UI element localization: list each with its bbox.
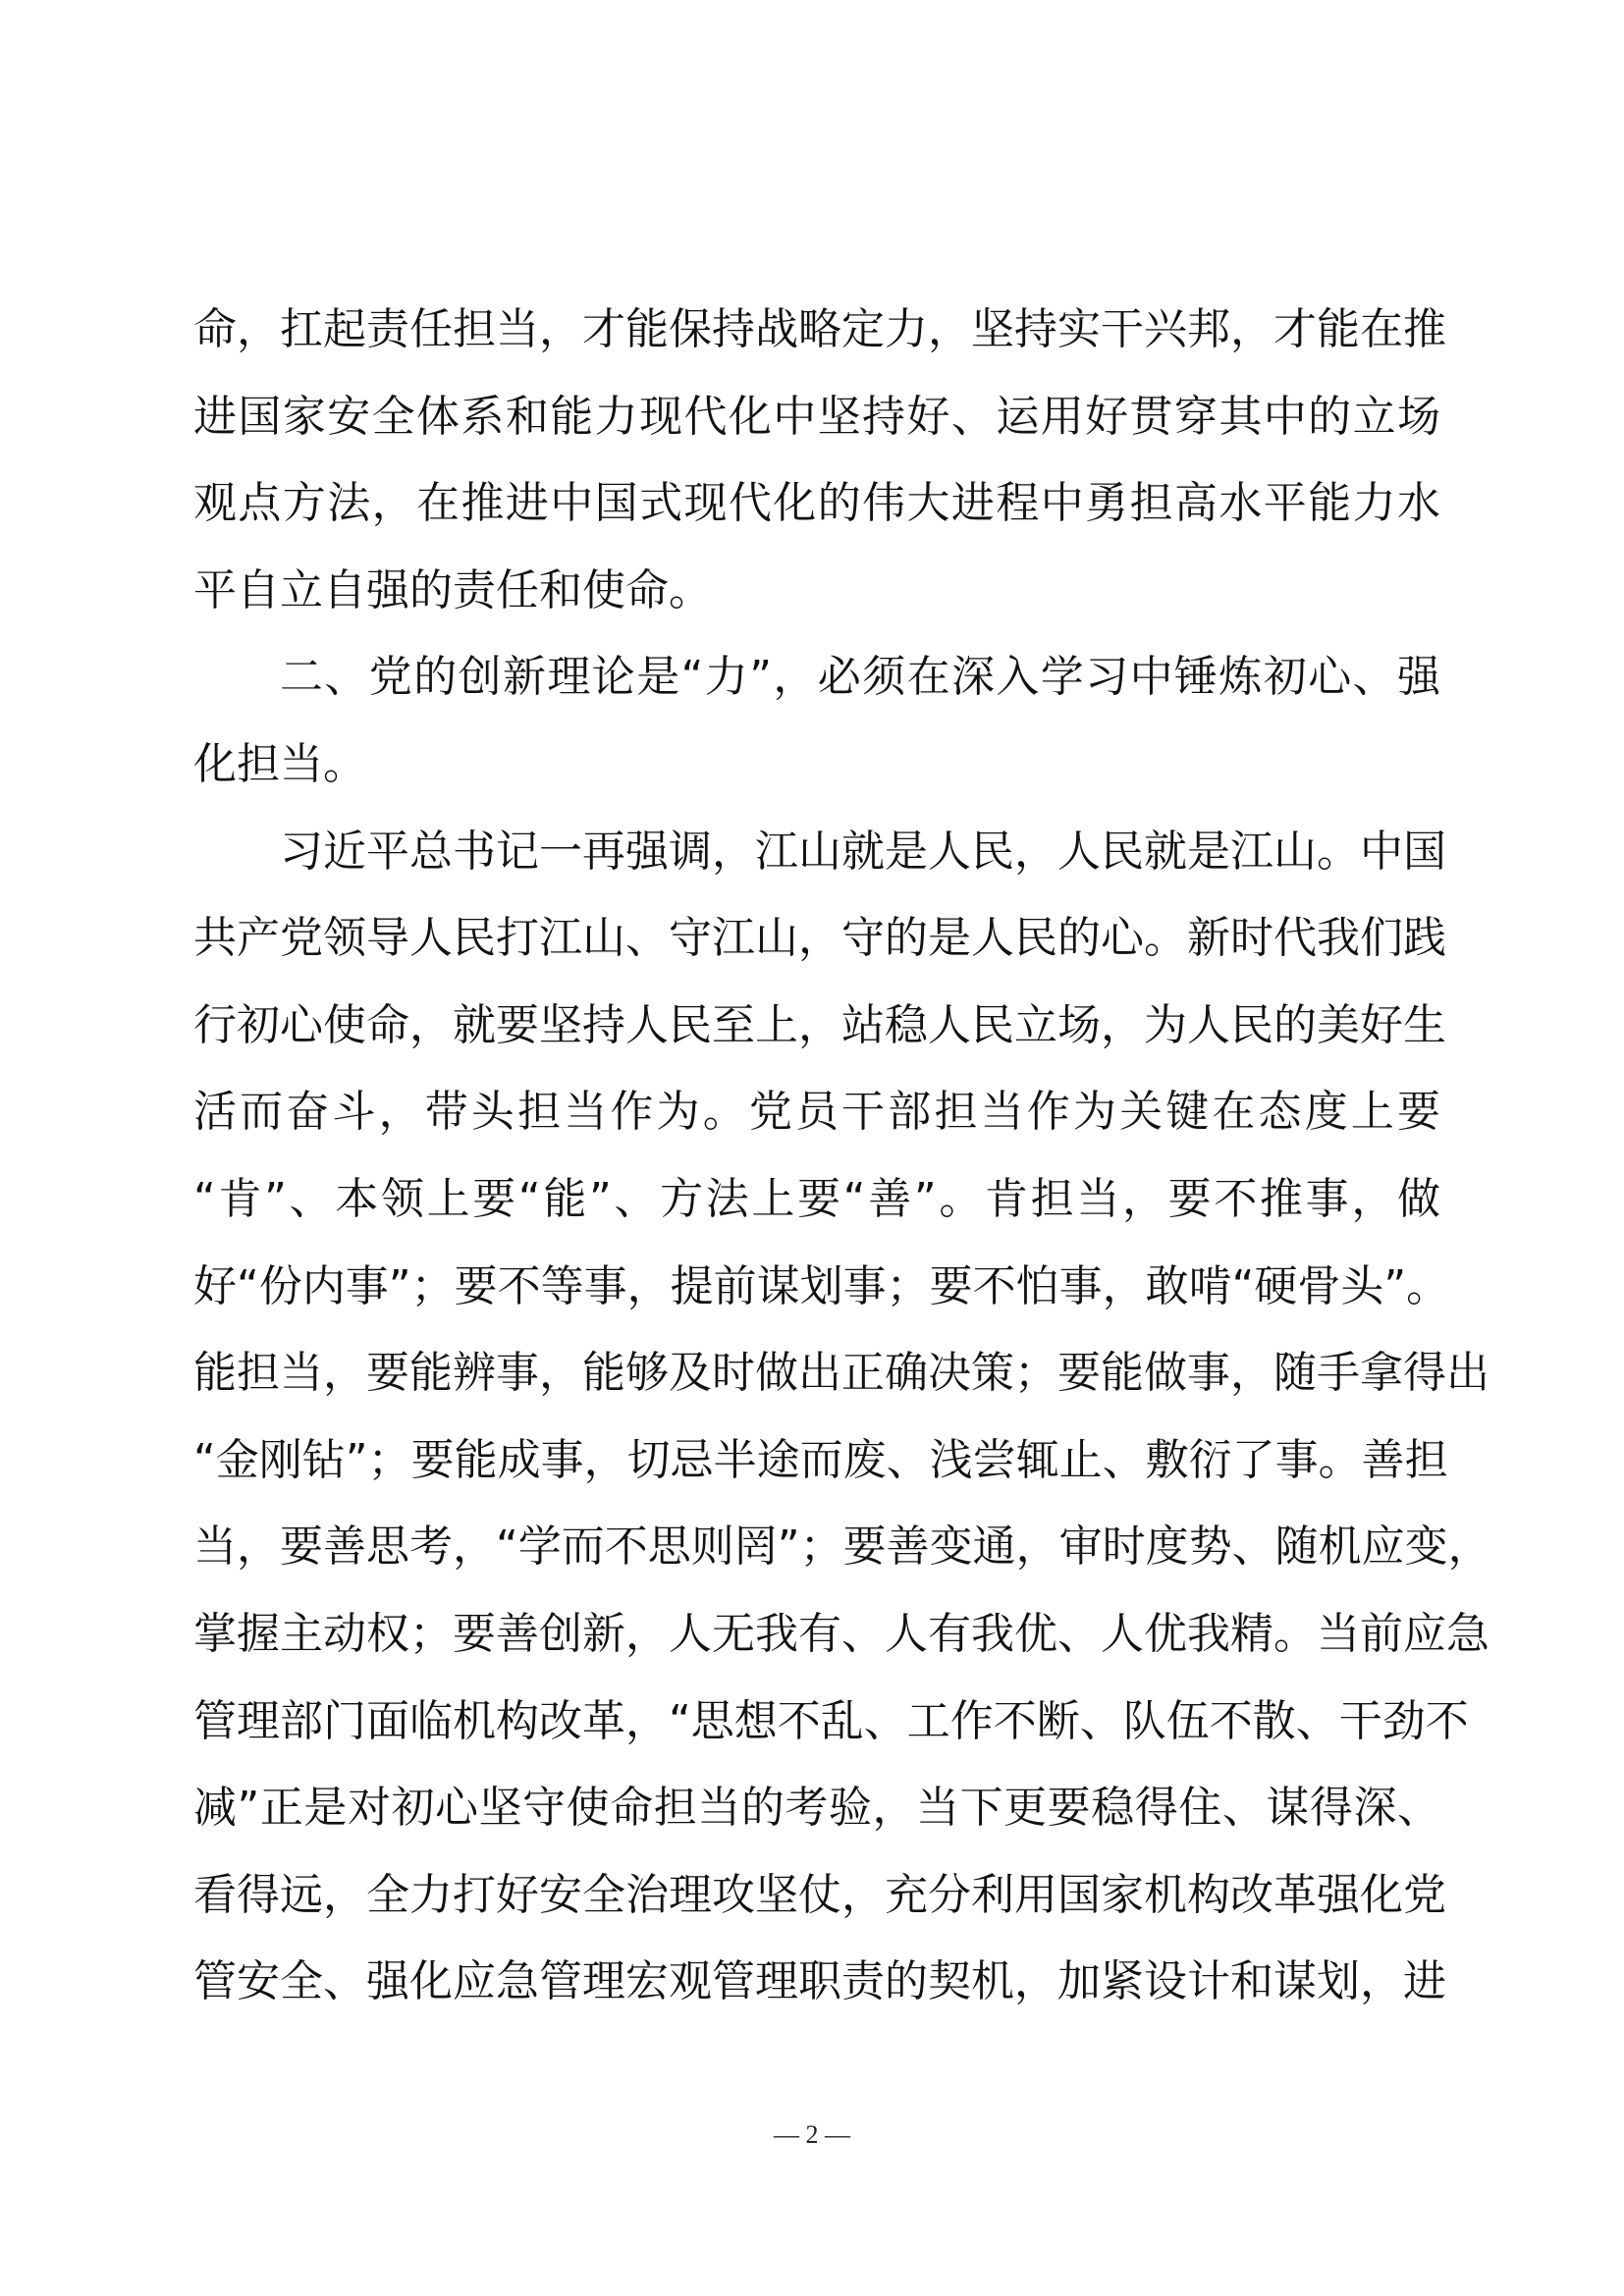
text-line: 好“份内事”；要不等事，提前谋划事；要不怕事，敢啃“硬骨头”。 — [193, 1260, 1450, 1311]
text-line: “金刚钻”；要能成事，切忌半途而废、浅尝辄止、敷衍了事。善担 — [193, 1434, 1448, 1485]
text-line: 管理部门面临机构改革，“思想不乱、工作不断、队伍不散、干劲不 — [193, 1695, 1469, 1746]
text-line: 活而奋斗，带头担当作为。党员干部担当作为关键在态度上要 — [193, 1087, 1440, 1138]
body-text — [193, 287, 1491, 2026]
page-number: — 2 — — [774, 2120, 850, 2149]
text-line: 当，要善思考，“学而不思则罔”；要善变通，审时度势、随机应变， — [193, 1522, 1491, 1573]
text-line: 管安全、强化应急管理宏观管理职责的契机，加紧设计和谋划，进 — [193, 1956, 1446, 2007]
section-heading: 二、党的创新理论是“力”，必须在深入学习中锤炼初心、强 — [280, 652, 1440, 703]
text-line: 观点方法，在推进中国式现代化的伟大进程中勇担高水平能力水 — [193, 478, 1440, 529]
text-line: 减”正是对初心坚守使命担当的考验，当下更要稳得住、谋得深、 — [193, 1783, 1440, 1834]
text-line: 能担当，要能辨事，能够及时做出正确决策；要能做事，随手拿得出 — [193, 1348, 1489, 1399]
section-heading-cont: 化担当。 — [193, 738, 366, 789]
text-line: 平自立自强的责任和使命。 — [193, 564, 712, 615]
text-line: 共产党领导人民打江山、守江山，守的是人民的心。新时代我们践 — [193, 913, 1446, 964]
text-line: 行初心使命，就要坚持人民至上，站稳人民立场，为人民的美好生 — [193, 999, 1446, 1050]
text-line: 进国家安全体系和能力现代化中坚持好、运用好贯穿其中的立场 — [193, 391, 1440, 442]
text-line: 看得远，全力打好安全治理攻坚仗，充分利用国家机构改革强化党 — [193, 1869, 1446, 1920]
text-line: “肯”、本领上要“能”、方法上要“善”。肯担当，要不推事，做 — [193, 1173, 1440, 1224]
text-line: 习近平总书记一再强调，江山就是人民，人民就是江山。中国 — [280, 826, 1446, 877]
text-line: 命，扛起责任担当，才能保持战略定力，坚持实干兴邦，才能在推 — [193, 304, 1446, 354]
text-line: 掌握主动权；要善创新，人无我有、人有我优、人优我精。当前应急 — [193, 1608, 1489, 1659]
